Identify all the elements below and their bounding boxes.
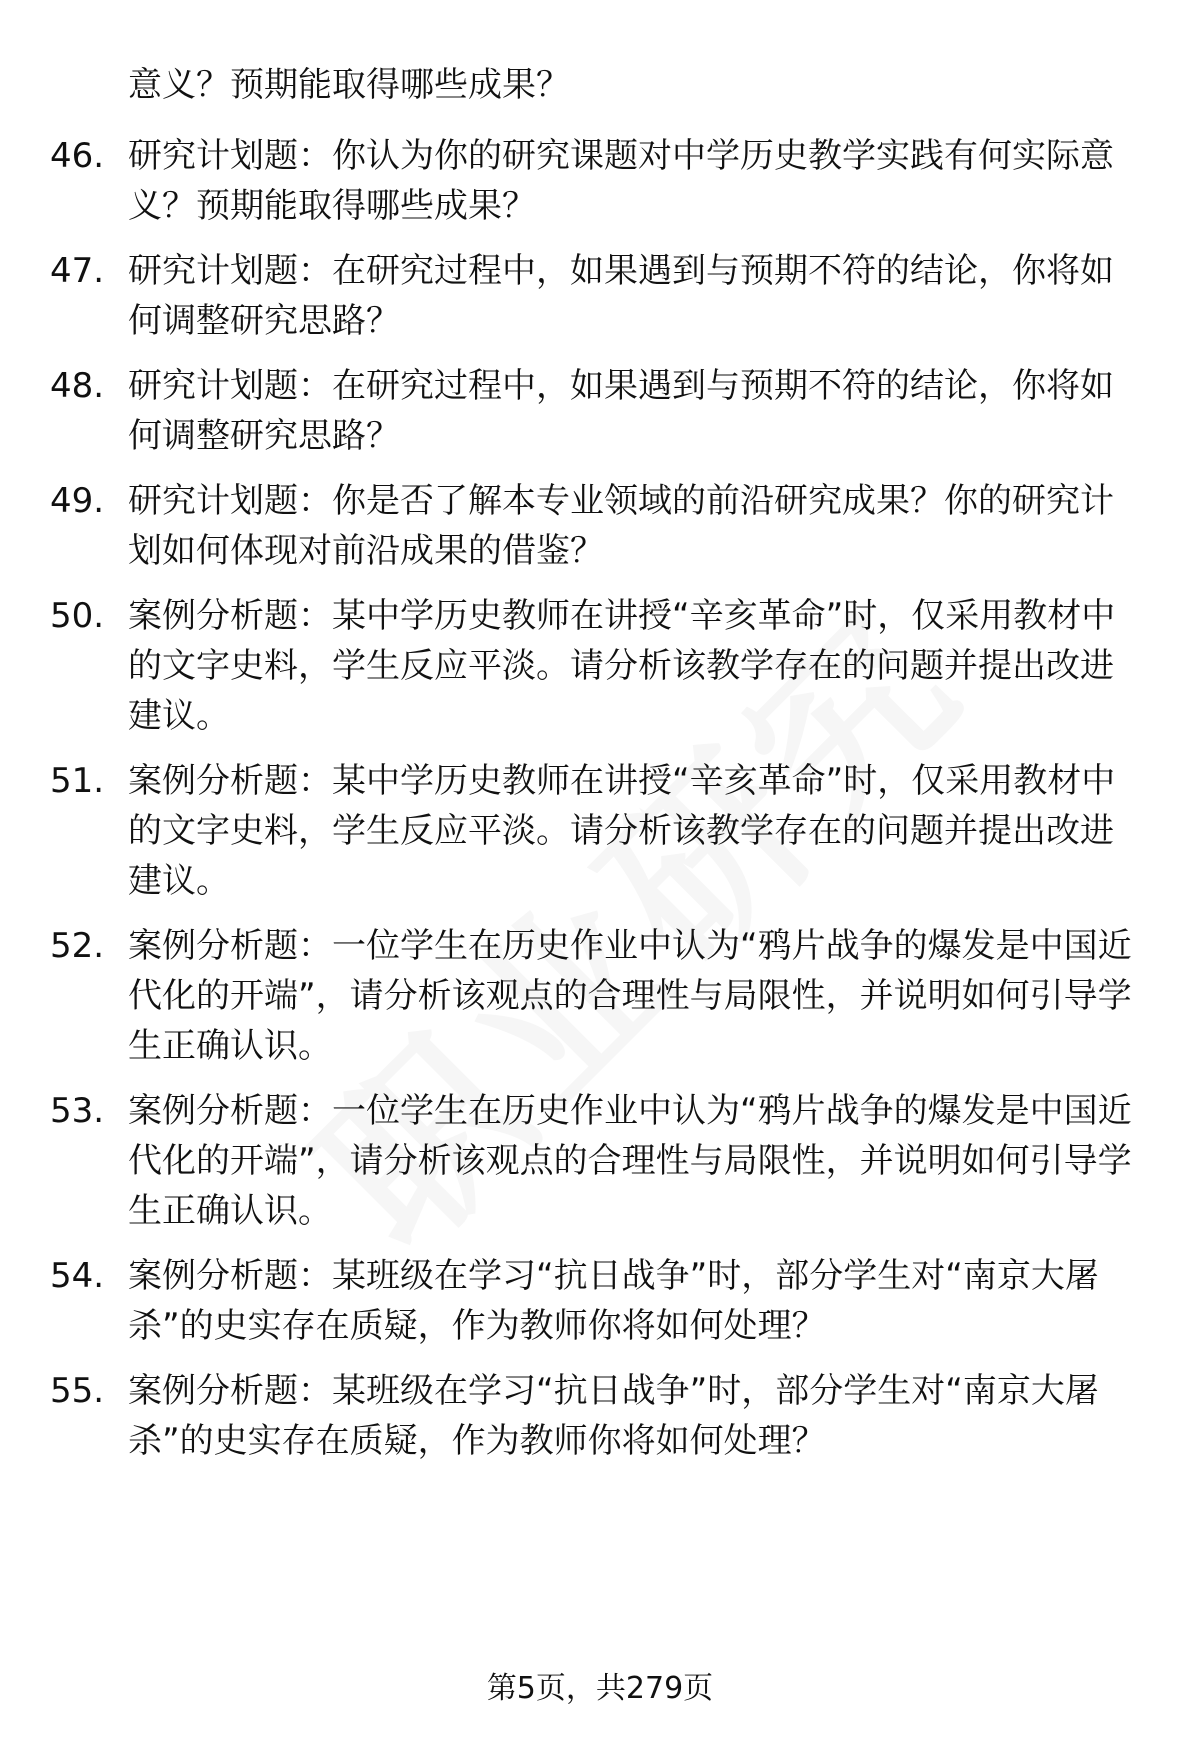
question-text: 案例分析题：一位学生在历史作业中认为“鸦片战争的爆发是中国近代化的开端”，请分析该观点的合理性与局限性，并说明如何引导学生正确认识。 bbox=[128, 1091, 1132, 1231]
question-number: 54. bbox=[50, 1256, 105, 1296]
question-text: 案例分析题：某中学历史教师在讲授“辛亥革命”时，仅采用教材中的文字史料，学生反应平淡。请分析该教学存在的问题并提出改进建议。 bbox=[128, 596, 1116, 736]
question-text: 研究计划题：在研究过程中，如果遇到与预期不符的结论，你将如何调整研究思路？ bbox=[128, 366, 1114, 456]
question-number: 52. bbox=[50, 926, 105, 966]
question-number: 50. bbox=[50, 596, 105, 636]
question-number: 47. bbox=[50, 251, 105, 291]
question-text: 研究计划题：在研究过程中，如果遇到与预期不符的结论，你将如何调整研究思路？ bbox=[128, 251, 1114, 341]
question-number: 48. bbox=[50, 366, 105, 406]
question-text: 案例分析题：一位学生在历史作业中认为“鸦片战争的爆发是中国近代化的开端”，请分析该观点的合理性与局限性，并说明如何引导学生正确认识。 bbox=[128, 926, 1132, 1066]
question-number: 51. bbox=[50, 761, 105, 801]
question-text: 案例分析题：某班级在学习“抗日战争”时，部分学生对“南京大屠杀”的史实存在质疑，作为教师你将如何处理？ bbox=[128, 1371, 1099, 1461]
question-number: 53. bbox=[50, 1091, 105, 1131]
page-footer: 第5页，共279页 bbox=[486, 1671, 714, 1706]
question-text: 案例分析题：某中学历史教师在讲授“辛亥革命”时，仅采用教材中的文字史料，学生反应平淡。请分析该教学存在的问题并提出改进建议。 bbox=[128, 761, 1116, 901]
question-text: 研究计划题：你认为你的研究课题对中学历史教学实践有何实际意义？预期能取得哪些成果？ bbox=[128, 136, 1114, 226]
question-text: 研究计划题：你是否了解本专业领域的前沿研究成果？你的研究计划如何体现对前沿成果的借鉴？ bbox=[128, 481, 1114, 571]
question-number: 49. bbox=[50, 481, 105, 521]
question-text: 案例分析题：某班级在学习“抗日战争”时，部分学生对“南京大屠杀”的史实存在质疑，作为教师你将如何处理？ bbox=[128, 1256, 1099, 1346]
question-number: 46. bbox=[50, 136, 105, 176]
continuation-text: 意义？预期能取得哪些成果？ bbox=[128, 65, 570, 105]
question-number: 55. bbox=[50, 1371, 105, 1411]
